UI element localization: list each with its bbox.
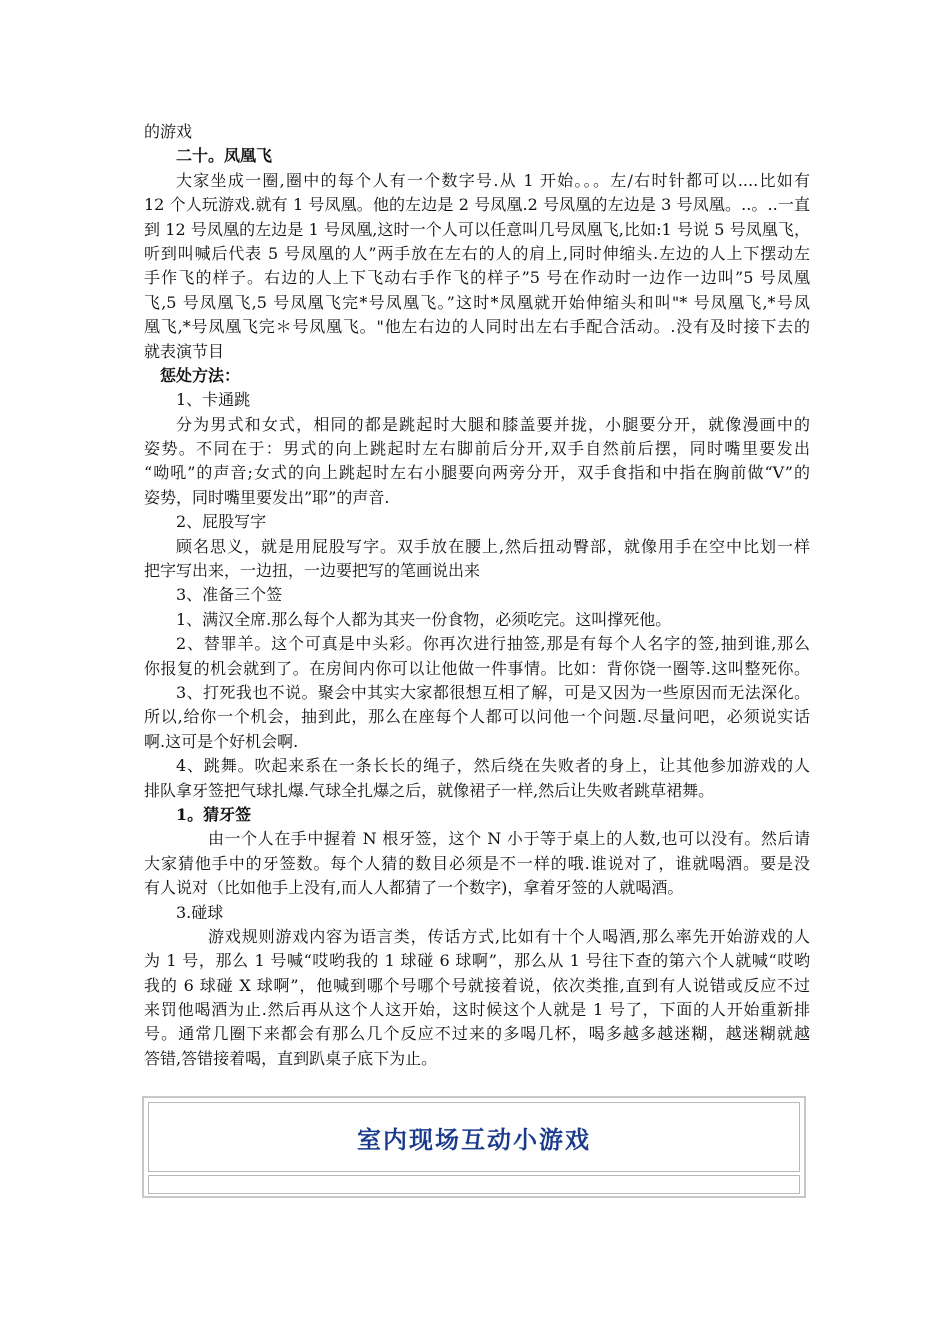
text-line: 所以,给你一个机会，抽到此，那么在座每个人都可以问他一个问题.尽量问吧，必须说实话 xyxy=(144,707,810,727)
banner-table xyxy=(142,1096,806,1198)
text-line: 你报复的机会就到了。在房间内你可以让他做一件事情。比如：背你饶一圈等.这叫整死你。 xyxy=(144,658,810,678)
text-line: 手作飞的样子。右边的人上下飞动右手作飞的样子”5 号在作动时一边作一边叫”5 号凤凰 xyxy=(144,268,810,288)
text-line: 12 个人玩游戏.就有 1 号凤凰。他的左边是 2 号凤凰.2 号凤凰的左边是 3 号凤凰。..。..一直 xyxy=(144,195,810,215)
text-line: 答错,答错接着喝，直到趴桌子底下为止。 xyxy=(144,1048,438,1068)
text-line: 由一个人在手中握着 N 根牙签，这个 N 小于等于桌上的人数,也可以没有。然后请 xyxy=(208,829,810,849)
text-line: 二十。凤凰飞 xyxy=(176,146,273,166)
text-line: 4、跳舞。吹起来系在一条长长的绳子，然后绕在失败者的身上，让其他参加游戏的人 xyxy=(176,756,810,776)
text-line: 来罚他喝酒为止.然后再从这个人这开始，这时候这个人就是 1 号了，下面的人开始重新排 xyxy=(144,1000,810,1020)
text-line: 姿势，同时嘴里要发出”耶”的声音. xyxy=(144,487,390,507)
text-line: 为 1 号，那么 1 号喊“哎哟我的 1 球碰 6 球啊”，那么从 1 号往下查的第六个人就喊“哎哟 xyxy=(144,951,810,971)
text-line: 啊.这可是个好机会啊. xyxy=(144,731,299,751)
text-line: 游戏规则游戏内容为语言类，传话方式,比如有十个人喝酒,那么率先开始游戏的人 xyxy=(208,926,810,946)
text-line: 姿势。不同在于：男式的向上跳起时左右脚前后分开,双手自然前后摆，同时嘴里要发出 xyxy=(144,439,810,459)
text-line: 把字写出来，一边扭，一边要把写的笔画说出来 xyxy=(144,561,481,581)
text-line: 顾名思义，就是用屁股写字。双手放在腰上,然后扭动臀部，就像用手在空中比划一样 xyxy=(176,536,810,556)
text-line: 号。通常几圈下来都会有那么几个反应不过来的多喝几杯，喝多越多越迷糊，越迷糊就越 xyxy=(144,1024,810,1044)
text-line: 听到叫喊后代表 5 号凤凰的人”两手放在左右的人的肩上,同时伸缩头.左边的人上下摆动左 xyxy=(144,243,810,263)
text-line: 排队拿牙签把气球扎爆.气球全扎爆之后，就像裙子一样,然后让失败者跳草裙舞。 xyxy=(144,780,715,800)
text-line: 1、满汉全席.那么每个人都为其夹一份食物，必须吃完。这叫撑死他。 xyxy=(176,609,672,629)
text-line: 2、屁股写字 xyxy=(176,512,267,532)
text-line: 大家坐成一圈,圈中的每个人有一个数字号.从 1 开始。。。左/右时针都可以....比如有 xyxy=(176,170,810,190)
text-line: 3、打死我也不说。聚会中其实大家都很想互相了解，可是又因为一些原因而无法深化。 xyxy=(176,682,810,702)
text-line: 1。猜牙签 xyxy=(176,804,252,824)
banner-cell xyxy=(148,1102,800,1172)
text-line: 3、准备三个签 xyxy=(176,585,283,605)
text-line: 惩处方法： xyxy=(160,365,241,385)
document-body xyxy=(144,120,810,1071)
text-line: 我的 6 球碰 X 球啊”，他喊到哪个号哪个号就接着说，依次类推,直到有人说错或反应不过 xyxy=(144,975,810,995)
text-line: 飞,5 号凤凰飞,5 号凤凰飞完*号凤凰飞。”这时*凤凰就开始伸缩头和叫"* 号凤凰飞,*号凤 xyxy=(144,292,810,312)
text-line: 凰飞,*号凤凰飞完＊号凤凰飞。"他左右边的人同时出左右手配合活动。.没有及时接下去的 xyxy=(144,317,810,337)
text-line: 分为男式和女式，相同的都是跳起时大腿和膝盖要并拢，小腿要分开，就像漫画中的 xyxy=(176,414,810,434)
text-line: 有人说对（比如他手上没有,而人人都猜了一个数字)，拿着牙签的人就喝酒。 xyxy=(144,878,684,898)
text-line: 3.碰球 xyxy=(176,902,224,922)
text-line: 到 12 号凤凰的左边是 1 号凤凰,这时一个人可以任意叫几号凤凰飞,比如:1 号说 5 号凤凰飞， xyxy=(144,219,810,239)
text-line: 2、替罪羊。这个可真是中头彩。你再次进行抽签,那是有每个人名字的签,抽到谁,那么 xyxy=(176,634,810,654)
text-line: 1、卡通跳 xyxy=(176,390,251,410)
text-line: 就表演节目 xyxy=(144,341,225,361)
banner-empty-row xyxy=(148,1175,800,1194)
text-line: 的游戏 xyxy=(144,122,193,141)
banner-title: 室内现场互动小游戏 xyxy=(357,1125,591,1154)
text-line: “呦吼”的声音;女式的向上跳起时左右小腿要向两旁分开，双手食指和中指在胸前做“V”的 xyxy=(144,463,810,483)
text-line: 大家猜他手中的牙签数。每个人猜的数目必须是不一样的哦.谁说对了，谁就喝酒。要是没 xyxy=(144,853,810,873)
